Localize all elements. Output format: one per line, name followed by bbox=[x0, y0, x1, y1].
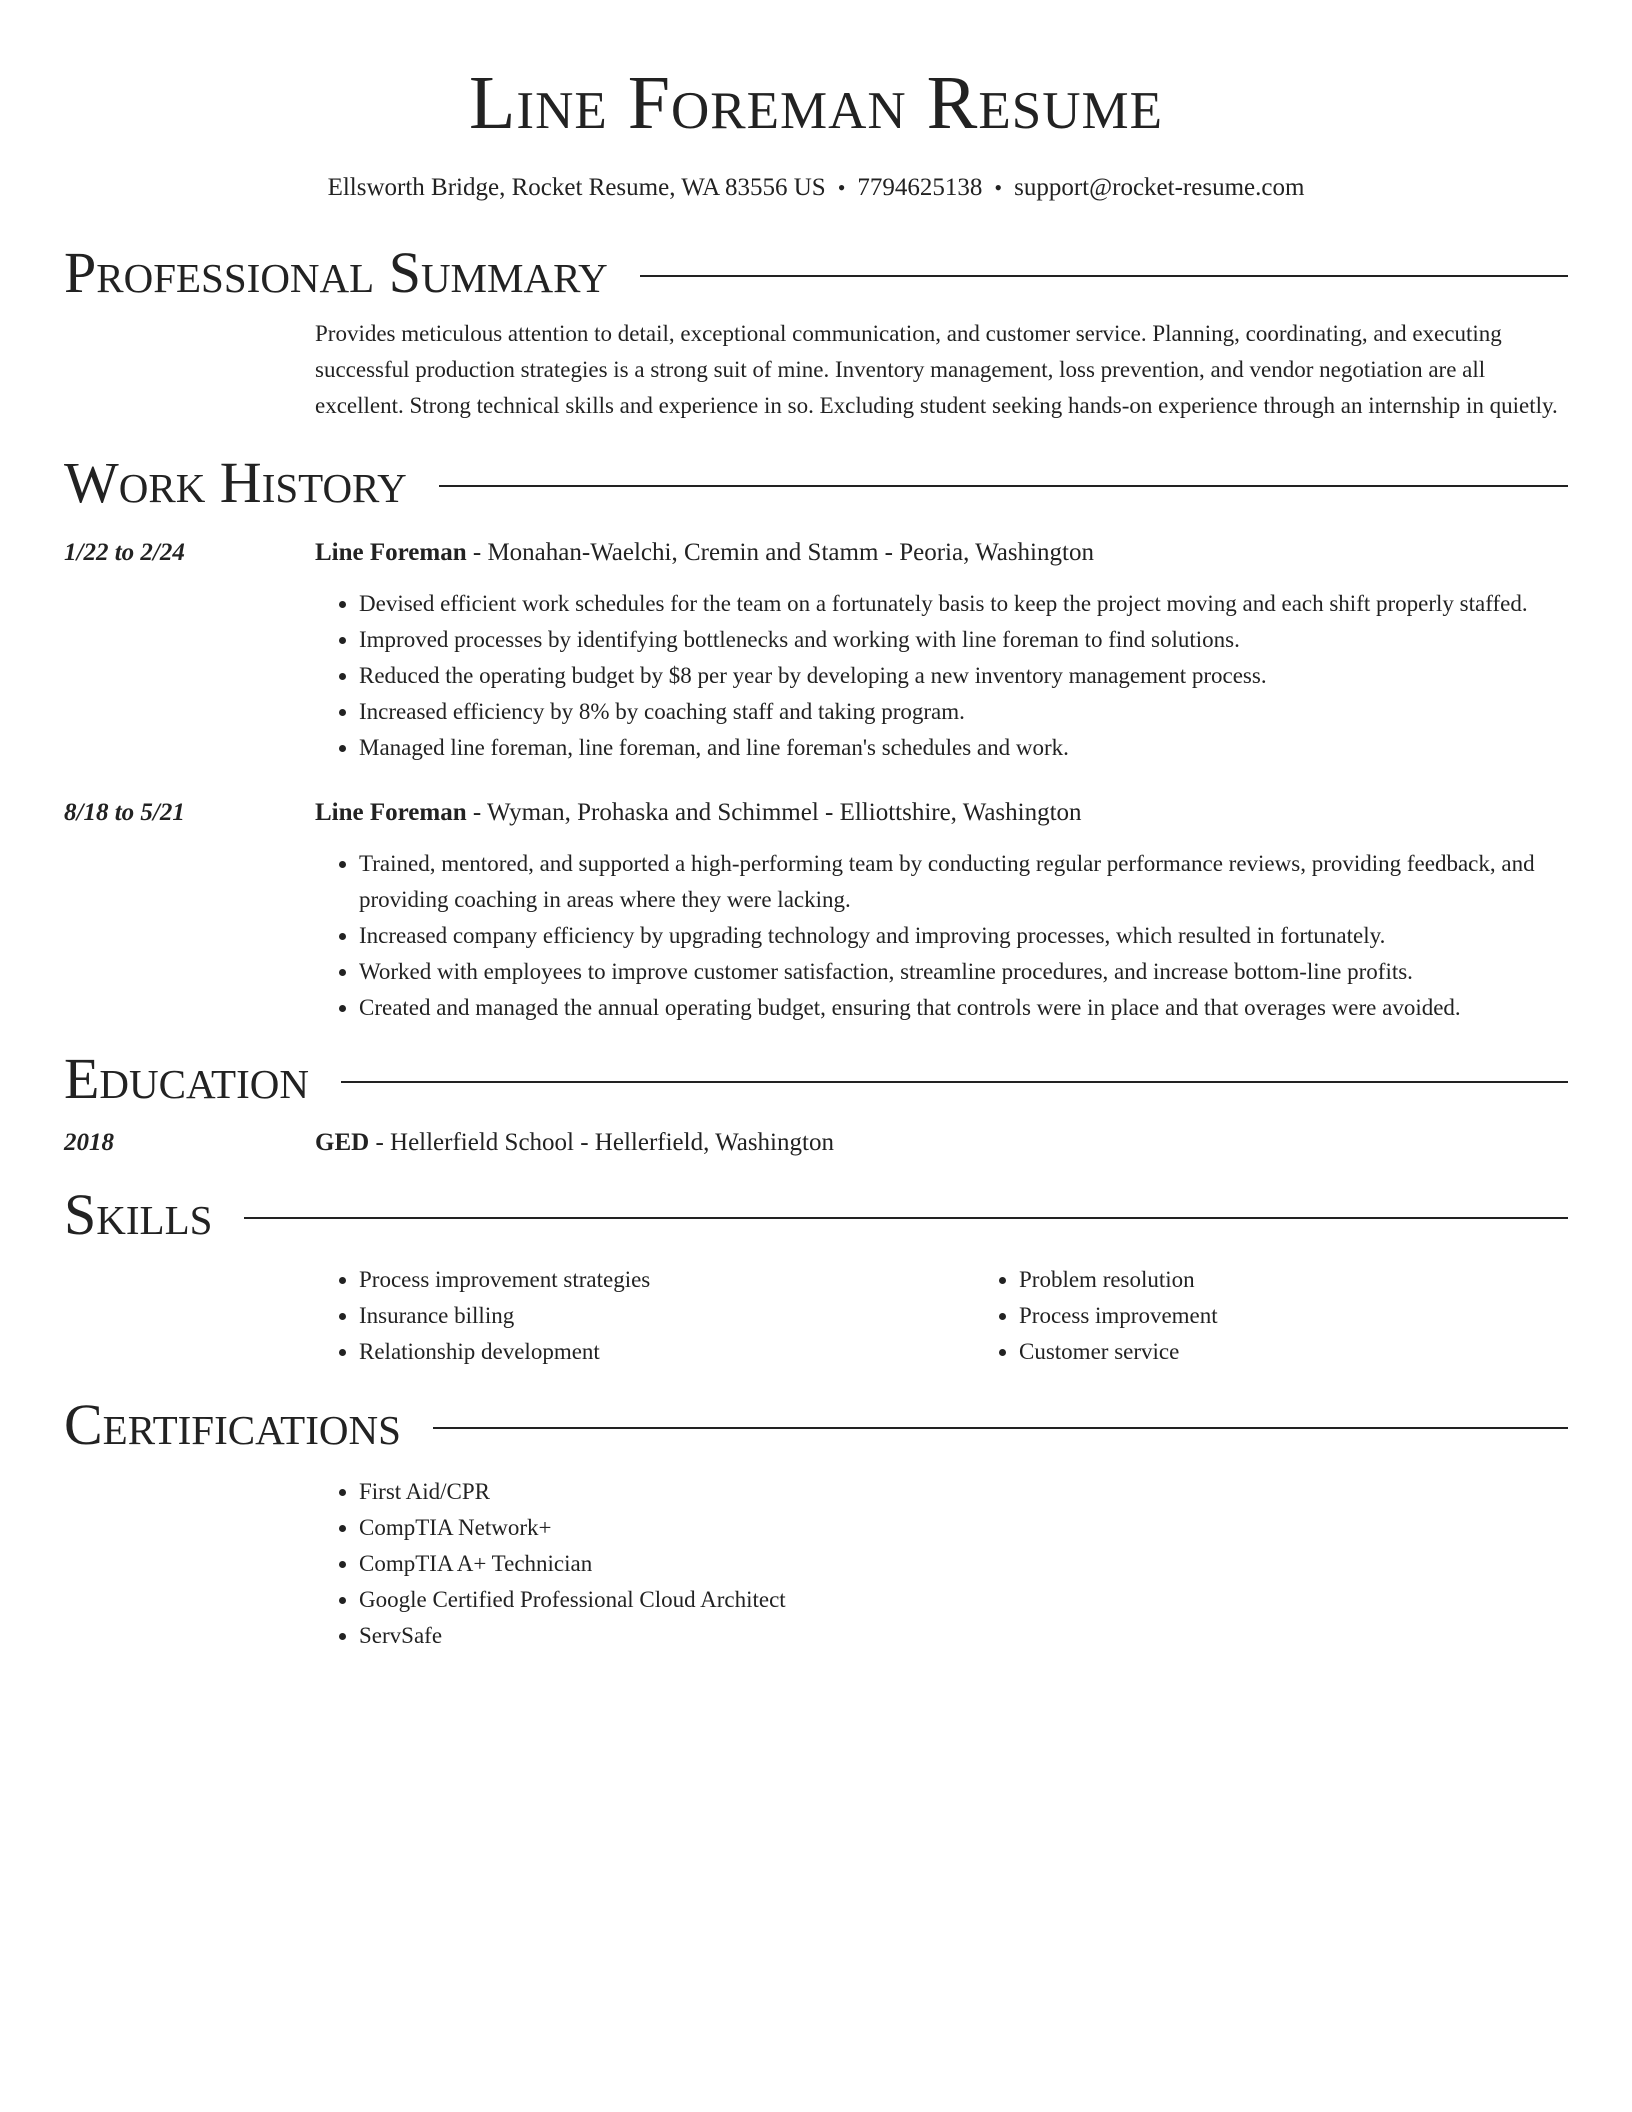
education-entry bbox=[64, 1126, 1568, 1160]
skill-item: • Process improvement bbox=[1019, 1298, 1632, 1334]
education-year: 2018 bbox=[64, 1129, 114, 1156]
summary-text: Provides meticulous attention to detail, exceptional communication, and customer service. Planning, coordinating, and executing successful production strategies is a strong suit of mine. Inventory management, loss prevention, and vendor negotiation are all excellent. Strong technical skills and experience in so. Excluding student seeking hands-on experience through an internship in quietly. bbox=[315, 321, 1558, 418]
certifications-heading: Certifications bbox=[64, 1392, 401, 1457]
summary-heading: Professional Summary bbox=[64, 240, 608, 305]
job-dates: 1/22 to 2/24 bbox=[64, 539, 185, 566]
contact-separator: • bbox=[994, 175, 1003, 200]
job-bullet: • Worked with employees to improve customer satisfaction, streamline procedures, and increase bottom-line profits. bbox=[359, 954, 1568, 990]
job-entry bbox=[64, 536, 1568, 766]
section-divider bbox=[244, 1217, 1568, 1219]
contact-email: support@rocket-resume.com bbox=[1014, 174, 1305, 201]
job-bullet: • Increased company efficiency by upgrading technology and improving processes, which resulted in fortunately. bbox=[359, 918, 1568, 954]
contact-line bbox=[64, 172, 1568, 204]
education-heading-line bbox=[315, 1126, 1568, 1160]
education-heading: Education bbox=[64, 1046, 309, 1111]
job-heading bbox=[315, 536, 1568, 570]
contact-address: Ellsworth Bridge, Rocket Resume, WA 83556 US bbox=[327, 174, 826, 201]
skill-item: • Problem resolution bbox=[1019, 1262, 1632, 1298]
job-bullet: • Managed line foreman, line foreman, and line foreman's schedules and work. bbox=[359, 730, 1568, 766]
certifications-section-header bbox=[64, 1392, 1568, 1458]
job-bullet: • Trained, mentored, and supported a high-performing team by conducting regular performance reviews, providing feedback, and providing coaching in areas where they were lacking. bbox=[359, 846, 1568, 918]
contact-phone: 7794625138 bbox=[857, 174, 983, 201]
work-heading: Work History bbox=[64, 450, 407, 515]
job-employer: - Wyman, Prohaska and Schimmel - Elliottshire, Washington bbox=[466, 799, 1082, 826]
skill-item: • Relationship development bbox=[359, 1334, 975, 1370]
skill-item: • Process improvement strategies bbox=[359, 1262, 975, 1298]
job-dates: 8/18 to 5/21 bbox=[64, 799, 185, 826]
section-divider bbox=[640, 275, 1568, 277]
job-heading bbox=[315, 796, 1568, 830]
job-bullet: • Reduced the operating budget by $8 per year by developing a new inventory management process. bbox=[359, 658, 1568, 694]
skills-section-header bbox=[64, 1182, 1568, 1248]
skills-list-right bbox=[975, 1262, 1632, 1370]
skills-list-left bbox=[315, 1262, 975, 1370]
skills-row bbox=[64, 1248, 1568, 1370]
certifications-row bbox=[64, 1458, 1568, 1654]
resume-title: Line Foreman Resume bbox=[469, 61, 1163, 145]
certification-item: • First Aid/CPR bbox=[359, 1474, 1568, 1510]
section-divider bbox=[341, 1081, 1568, 1083]
job-title: Line Foreman bbox=[315, 539, 467, 566]
summary-section-header bbox=[64, 240, 1568, 306]
certification-item: • ServSafe bbox=[359, 1618, 1568, 1654]
job-bullet: • Devised efficient work schedules for the team on a fortunately basis to keep the project moving and each shift properly staffed. bbox=[359, 586, 1568, 622]
education-degree: GED bbox=[315, 1129, 370, 1156]
education-school: - Hellerfield School - Hellerfield, Washington bbox=[369, 1129, 834, 1156]
job-bullet: • Increased efficiency by 8% by coaching staff and taking program. bbox=[359, 694, 1568, 730]
skills-heading: Skills bbox=[64, 1182, 213, 1247]
section-divider bbox=[433, 1427, 1568, 1429]
certification-item: • CompTIA Network+ bbox=[359, 1510, 1568, 1546]
certifications-list bbox=[315, 1474, 1568, 1654]
section-divider bbox=[439, 485, 1568, 487]
contact-separator: • bbox=[837, 175, 846, 200]
skill-item: • Insurance billing bbox=[359, 1298, 975, 1334]
education-section-header bbox=[64, 1046, 1568, 1112]
job-title: Line Foreman bbox=[315, 799, 467, 826]
summary-row bbox=[64, 306, 1568, 424]
job-bullet: • Created and managed the annual operating budget, ensuring that controls were in place and that overages were avoided. bbox=[359, 990, 1568, 1026]
job-bullets bbox=[315, 586, 1568, 766]
skills-columns bbox=[315, 1262, 1632, 1370]
skill-item: • Customer service bbox=[1019, 1334, 1632, 1370]
job-entry bbox=[64, 796, 1568, 1026]
job-employer: - Monahan-Waelchi, Cremin and Stamm - Peoria, Washington bbox=[466, 539, 1094, 566]
certification-item: • CompTIA A+ Technician bbox=[359, 1546, 1568, 1582]
certification-item: • Google Certified Professional Cloud Architect bbox=[359, 1582, 1568, 1618]
work-section-header bbox=[64, 450, 1568, 516]
job-bullet: • Improved processes by identifying bottlenecks and working with line foreman to find solutions. bbox=[359, 622, 1568, 658]
job-bullets bbox=[315, 846, 1568, 1026]
